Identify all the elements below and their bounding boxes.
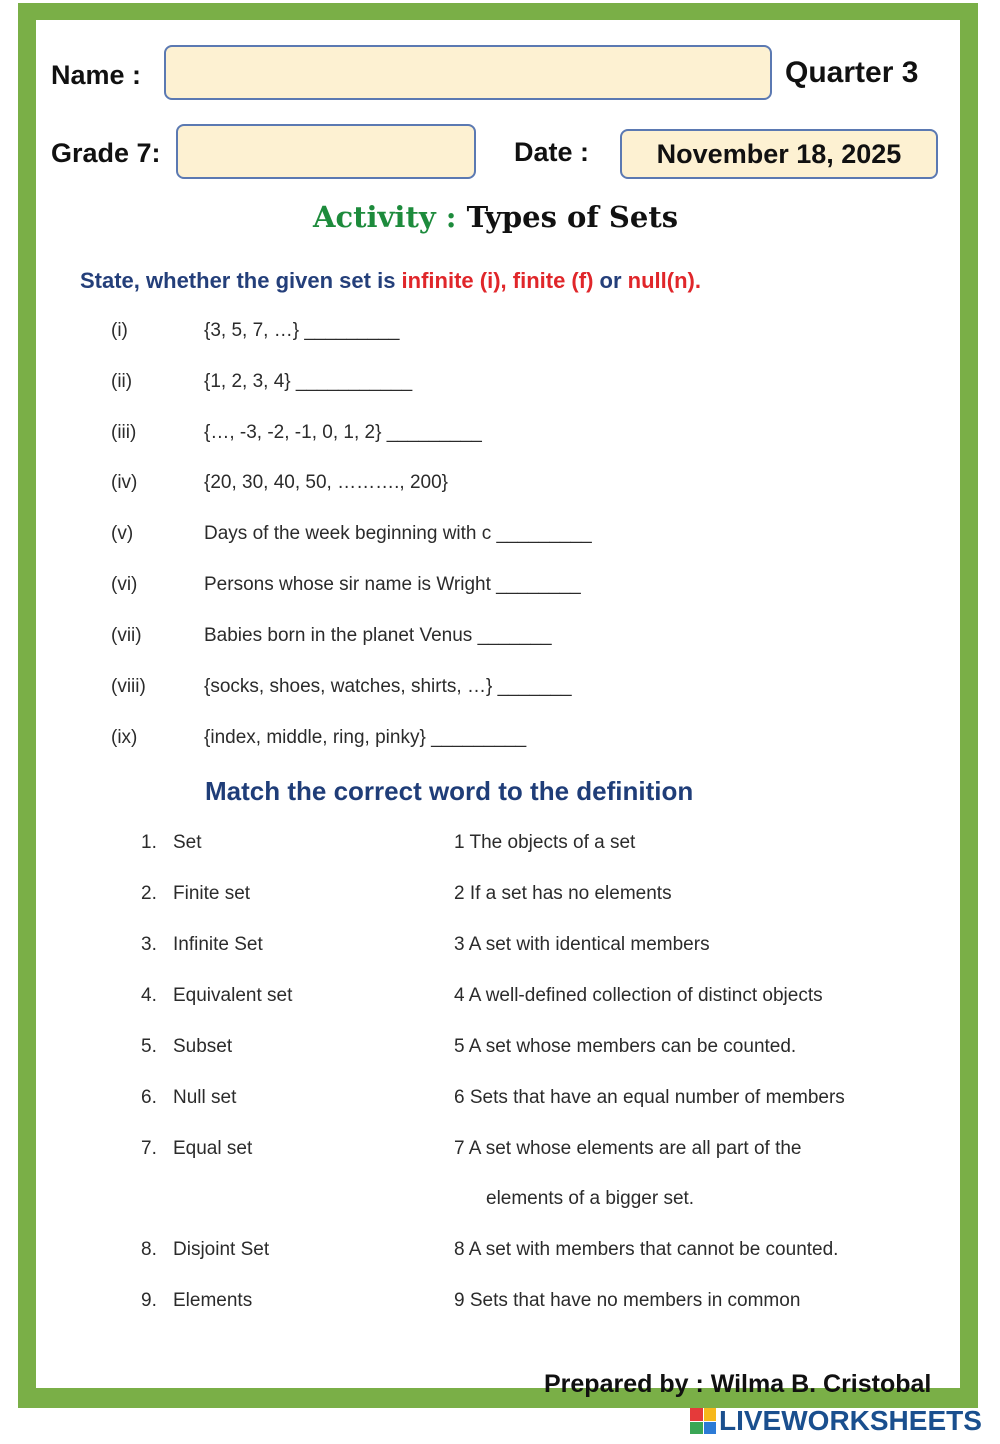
prepared-by: Prepared by : Wilma B. Cristobal xyxy=(544,1370,932,1398)
term-label: Subset xyxy=(173,1036,233,1057)
term-number: 1. xyxy=(141,832,157,853)
activity-label: Activity : xyxy=(313,200,457,234)
term-number: 2. xyxy=(141,883,157,904)
term-label: Equal set xyxy=(173,1138,253,1159)
term-label: Set xyxy=(173,832,202,853)
term-label: Finite set xyxy=(173,883,251,904)
instruction-types: infinite (i), finite (f) xyxy=(401,268,594,293)
definition-item: 7 A set whose elements are all part of the xyxy=(454,1138,802,1159)
definition-item: 3 A set with identical members xyxy=(454,934,710,955)
term-number: 5. xyxy=(141,1036,157,1057)
grade-label: Grade 7: xyxy=(51,138,161,168)
definition-item: 4 A well-defined collection of distinct objects xyxy=(454,985,823,1006)
term-label: Elements xyxy=(173,1290,253,1311)
name-label: Name : xyxy=(51,60,142,90)
term-label: Disjoint Set xyxy=(173,1239,270,1260)
instruction-text: State, whether the given set is xyxy=(80,268,402,293)
date-label: Date : xyxy=(514,137,590,167)
definition-item: 1 The objects of a set xyxy=(454,832,636,853)
date-field[interactable] xyxy=(620,129,938,179)
liveworksheets-logo-icon xyxy=(690,1408,716,1434)
quarter-label: Quarter 3 xyxy=(785,56,919,89)
definition-item: 5 A set whose members can be counted. xyxy=(454,1036,797,1057)
term-number: 3. xyxy=(141,934,157,955)
term-number: 4. xyxy=(141,985,157,1006)
topic-title: Types of Sets xyxy=(466,200,679,234)
part1-instruction xyxy=(80,268,701,294)
matching-heading: Match the correct word to the definition xyxy=(205,776,694,806)
instruction-null: null(n). xyxy=(627,268,701,293)
definition-item: 8 A set with members that cannot be counted. xyxy=(454,1239,839,1260)
term-label: Equivalent set xyxy=(173,985,293,1006)
definition-item: 9 Sets that have no members in common xyxy=(454,1290,801,1311)
definition-item: 6 Sets that have an equal number of members xyxy=(454,1087,845,1108)
term-number: 7. xyxy=(141,1138,157,1159)
name-input[interactable] xyxy=(164,45,772,100)
term-number: 9. xyxy=(141,1290,157,1311)
term-label: Infinite Set xyxy=(173,934,263,955)
term-label: Null set xyxy=(173,1087,237,1108)
activity-title xyxy=(313,200,678,234)
instruction-or: or xyxy=(593,268,628,293)
term-number: 8. xyxy=(141,1239,157,1260)
date-value: November 18, 2025 xyxy=(656,139,902,169)
liveworksheets-logo xyxy=(690,1406,982,1436)
term-number: 6. xyxy=(141,1087,157,1108)
liveworksheets-brand: LIVEWORKSHEETS xyxy=(719,1405,982,1436)
definition-item: 2 If a set has no elements xyxy=(454,883,672,904)
definition-item-continued: elements of a bigger set. xyxy=(486,1188,695,1209)
grade-input[interactable] xyxy=(176,124,476,179)
